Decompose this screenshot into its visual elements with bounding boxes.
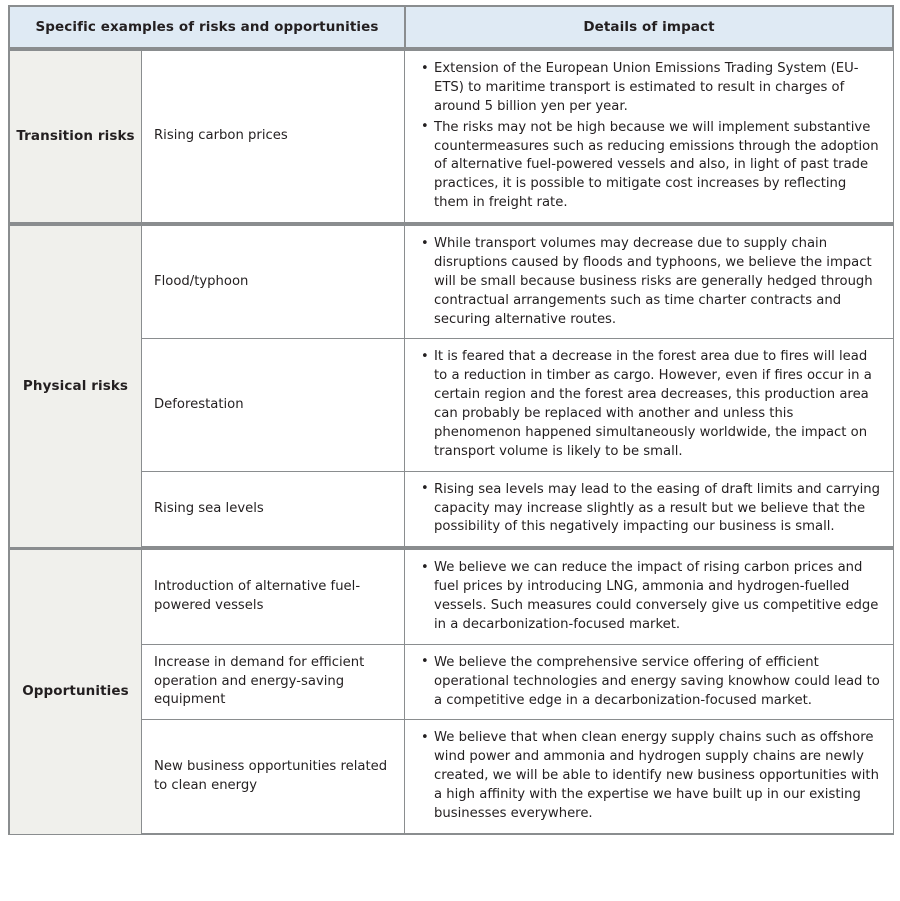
impact-bullet: • Extension of the European Union Emissions Trading System (EU-ETS) to maritime transport is estimated to result in charges of around 5 billion yen per year. (434, 60, 883, 117)
risk-item-cell (141, 720, 404, 834)
impact-bullet-list (419, 235, 883, 329)
risk-item-label: Deforestation (154, 396, 244, 412)
table-row (8, 49, 894, 224)
impact-bullet: • We believe we can reduce the impact of rising carbon prices and fuel prices by introducing LNG, ammonia and hydrogen-fuelled vessels. Such measures could conversely give us competitive edge in a decarbonization-focused market. (434, 559, 883, 635)
details-of-impact-cell (404, 645, 894, 721)
risk-item-cell (141, 339, 404, 471)
risk-item-cell (141, 645, 404, 721)
table-row (8, 548, 894, 645)
details-of-impact-cell (404, 720, 894, 834)
impact-bullet: • We believe that when clean energy supply chains such as offshore wind power and ammonia and hydrogen supply chains are newly created, we will be able to identify new business opportunities with a high affinity with the expertise we have built up in our existing businesses everywhere. (434, 729, 883, 823)
column-header-details-of-impact: Details of impact (404, 5, 894, 49)
column-header-specific-examples: Specific examples of risks and opportunities (8, 5, 404, 49)
impact-bullet-list (419, 348, 883, 461)
risk-item-label: New business opportunities related to clean energy (154, 758, 388, 793)
impact-bullet-list (419, 60, 883, 213)
impact-bullet: • We believe the comprehensive service offering of efficient operational technologies and energy saving knowhow could lead to a competitive edge in a decarbonization-focused market. (434, 654, 883, 711)
risk-item-label: Increase in demand for efficient operation and energy-saving equipment (154, 654, 365, 708)
risk-item-cell (141, 224, 404, 339)
category-cell: Physical risks (8, 224, 141, 548)
table-row (8, 645, 894, 721)
impact-bullet-list (419, 481, 883, 538)
table-row (8, 472, 894, 549)
details-of-impact-cell (404, 548, 894, 645)
risk-item-cell (141, 548, 404, 645)
risk-item-label: Rising sea levels (154, 500, 264, 516)
risks-and-opportunities-table (8, 5, 894, 835)
details-of-impact-cell (404, 339, 894, 471)
risk-item-label: Introduction of alternative fuel-powered vessels (154, 579, 361, 613)
table-header (8, 5, 894, 49)
impact-bullet-list (419, 559, 883, 635)
impact-bullet: • The risks may not be high because we will implement substantive countermeasures such as reducing emissions through the adoption of alternative fuel-powered vessels and also, in light of past trade practices, it is possible to mitigate cost increases by reflecting them in freight rate. (434, 119, 883, 213)
impact-bullet-list (419, 729, 883, 823)
table-row (8, 224, 894, 339)
impact-bullet-list (419, 654, 883, 711)
table-row (8, 720, 894, 834)
header-row (8, 5, 894, 49)
impact-bullet: • Rising sea levels may lead to the easing of draft limits and carrying capacity may increase slightly as a result but we believe that the possibility of this negatively impacting our business is small. (434, 481, 883, 538)
details-of-impact-cell (404, 472, 894, 549)
risk-item-cell (141, 472, 404, 549)
risk-item-label: Flood/typhoon (154, 273, 249, 289)
table-body (8, 49, 894, 835)
details-of-impact-cell (404, 224, 894, 339)
category-cell: Transition risks (8, 49, 141, 224)
details-of-impact-cell (404, 49, 894, 224)
table-row (8, 339, 894, 471)
risk-item-cell (141, 49, 404, 224)
impact-bullet: • While transport volumes may decrease due to supply chain disruptions caused by floods and typhoons, we believe the impact will be small because business risks are generally hedged through contractual arrangements such as time charter contracts and securing alternative routes. (434, 235, 883, 329)
risk-item-label: Rising carbon prices (154, 128, 288, 144)
impact-bullet: • It is feared that a decrease in the forest area due to fires will lead to a reduction in timber as cargo. However, even if fires occur in a certain region and the forest area decreases, this production area can probably be replaced with another and unless this phenomenon happened simultaneously worldwide, the impact on transport volume is likely to be small. (434, 348, 883, 461)
category-cell: Opportunities (8, 548, 141, 835)
